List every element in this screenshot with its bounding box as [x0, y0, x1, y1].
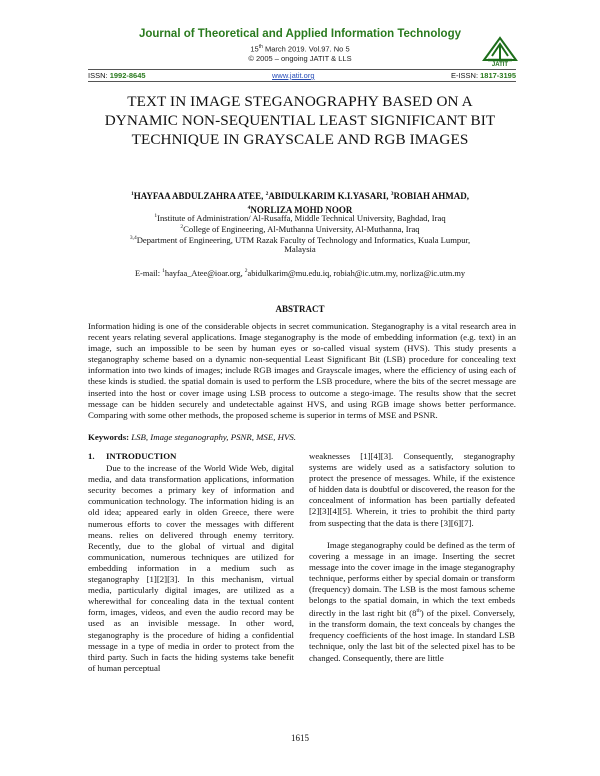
paper-title: [100, 92, 500, 149]
section-heading: 1. INTRODUCTION: [88, 451, 177, 461]
email-line: E-mail: $^1$hayfaa_Atee@ioar.org, $^2$abidulkarim@mu.edu.iq, robiah@ic.utm.my, norliza@ic.utm.my: [134, 268, 466, 278]
abstract-heading: ABSTRACT: [275, 304, 325, 314]
logo-text: JATIT: [491, 62, 509, 68]
title-line: DYNAMIC NON-SEQUENTIAL LEAST SIGNIFICANT BIT: [104, 112, 496, 129]
abstract-body: Information hiding is one of the considerable objects in secret communication. Steganography is a vital research area in recent years relating several applications. Image steganography is the mode of embedding information (e.g. text) in an image, such an impossible to be seen by human eyes or so-called visual system (HVS). This study presents a steganography scheme based on a dynamic non-sequential Least Significant Bit (LSB) procedure for concealing text information into two kinds of images; include RGB images and Grayscale images, where the efficiency of using each of these kinds is studied. the spatial domain is used to perform the LSB procedure, where the bits of the secret message are inserted into the host or cover image using LSB process to outcome a stego-image. The results show that the secret message can be hidden securely and undetectable against HVS, and using RGB image shows better performance. Comparing with some other methods, the proposed scheme is superior in terms of MSE and PSNR.: [88, 321, 516, 420]
keywords: Keywords: LSB, Image steganography, PSNR, MSE, HVS.: [88, 432, 296, 442]
affiliation: $^1$Institute of Administration/ Al-Rusaffa, Middle Technical University, Baghdad, Iraq: [154, 212, 446, 223]
copyright-line: © 2005 – ongoing JATIT & LLS: [248, 54, 352, 63]
header-rule-bottom: [88, 81, 516, 82]
authors: $^1$HAYFAA ABDULZAHRA ATEE, $^2$ABIDULKARIM K.I.YASARI, $^3$ROBIAH AHMAD, $^4$NORLIZA MOHD NOOR: [130, 191, 470, 215]
title-line: TECHNIQUE IN GRAYSCALE AND RGB IMAGES: [131, 131, 469, 148]
affiliation: $^{3,4}$Department of Engineering, UTM Razak Faculty of Technology and Informatics, Kuala Lumpur,: [129, 234, 471, 245]
affiliation: $^2$College of Engineering, Al-Muthanna University, Al-Muthanna, Iraq: [180, 223, 420, 234]
eissn: E-ISSN: 1817-3195: [450, 71, 516, 80]
title-line: TEXT IN IMAGE STEGANOGRAPHY BASED ON A: [127, 93, 473, 110]
intro-paragraph: Image steganography could be defined as the term of covering a message in an image. Inserting the secret message into the cover image in the image steganography technique, performs either by special domain or transform (frequency) domain. The LSB is the most famous scheme belongs to the spatial domain, in which the text embeds directly in the last right bit (8th) of the pixel. Conversely, in the transform domain, the text conceals by changes the frequency coefficients of the host image. In standard LSB technique, only the last bit of the selected pixel has to be changed. Consequently, there are little: [309, 539, 515, 663]
right-column: [309, 451, 515, 664]
journal-url-link[interactable]: www.jatit.org: [272, 71, 315, 80]
journal-title: Journal of Theoretical and Applied Information Technology: [138, 28, 462, 40]
issn: ISSN: 1992-8645: [88, 71, 146, 80]
intro-paragraph: Due to the increase of the World Wide Web, digital media, and data transformation applications, information security becomes a primary key of information and communication technology. The information hiding is an old idea; appeared early in olden Greece, there were numerous efforts to cover the messages with different means. relies on delivered through enemy territory. Recently, due to the global of virtual and digital communication, numerous techniques are utilized for embedding information in a medium such as steganography [1][2][3]. In this mechanism, virtual media, particularly digital images, are utilized as a wherewithal for concealing data in the textual content form, images, videos, and even the audio record may be used as an invisible message. In other word, steganography is the procedure of hiding a confidential message in a type of media in order to protect from the third party. Such in facts the hiding systems take benefit of human perceptual: [88, 463, 294, 673]
header-rule-top: [88, 69, 516, 70]
intro-paragraph: weaknesses [1][4][3]. Consequently, steganography systems are widely used as a satisfactory solution to protect the presence of messages. While, if the existence of hidden data is doubtful or discovered, the reason for the concealment of information has been partially defeated [2][3][4][5]. Wherein, it tries to prohibit the third party from suspecting that the data is there [3][6][7].: [309, 451, 515, 528]
left-column: [88, 451, 294, 674]
affiliation: Malaysia: [284, 244, 316, 254]
issue-line: 15th March 2019. Vol.97. No 5: [250, 44, 350, 54]
page-number: 1615: [291, 733, 309, 743]
